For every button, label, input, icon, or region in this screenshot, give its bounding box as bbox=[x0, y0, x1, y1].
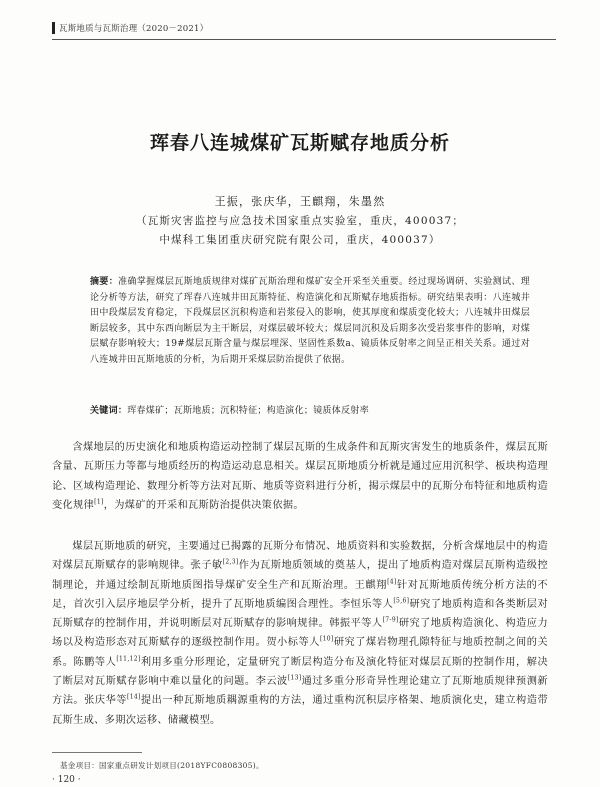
header-rule bbox=[52, 39, 556, 40]
citation-ref: [10] bbox=[319, 636, 334, 644]
body-paragraph-1 bbox=[52, 438, 548, 515]
citation-ref: [2,3] bbox=[222, 558, 239, 566]
keywords-text: 珲春煤矿；瓦斯地质；沉积特征；构造演化；镜质体反射率 bbox=[127, 406, 370, 416]
citation-ref: [1] bbox=[94, 498, 104, 506]
abstract-label: 摘要： bbox=[90, 277, 119, 287]
footnote-rule bbox=[52, 752, 142, 753]
p2-text: 针对瓦斯地质传统分析方法的不足，首次引入层序地层学分析，提升了瓦斯地质编图合理性。李恒乐等人 bbox=[52, 579, 548, 610]
paper-title: 珲春八连城煤矿瓦斯赋存地质分析 bbox=[149, 132, 450, 154]
running-header bbox=[52, 22, 208, 34]
citation-ref: [13] bbox=[287, 674, 302, 682]
citation-ref: [7-9] bbox=[382, 616, 399, 624]
affiliation-line-2: 中煤科工集团重庆研究院有限公司，重庆，400037） bbox=[159, 234, 441, 246]
p2-text: 提出一种瓦斯地质耦源重构的方法，通过重构沉积层序格架、地质演化史，建立构造带瓦斯生成、多期次运移、储藏模型。 bbox=[52, 695, 549, 726]
p2-text: 煤层瓦斯地质的研究，主要通过已揭露的瓦斯分布情况、地质资料和实验数据，分析含煤地层中的构造对煤层瓦斯赋存的影响规律。张子敏 bbox=[52, 541, 548, 572]
citation-ref: [4] bbox=[387, 578, 397, 586]
abstract-text: 准确掌握煤层瓦斯地质规律对煤矿瓦斯治理和煤矿安全开采至关重要。经过现场调研、实验测试、理论分析等方法，研究了珲春八连城井田瓦斯特征、构造演化和瓦斯赋存地质指标。研究结果表明：八连城井田中段煤层发育稳定，下段煤层区沉积构造和岩浆侵入的影响，使其厚度和煤质变化较大；八连城井田煤层断层较多，其中东西向断层为主干断层，对煤层破坏较大；煤层同沉积及后期多次受岩浆事件的影响，对煤层赋存影响较大；19#煤层瓦斯含量与煤层埋深、坚固性系数a、镜质体反射率之间呈正相关关系。通过对八连城井田瓦斯地质的分析，为后期开采煤层防治提供了依据。 bbox=[90, 277, 530, 365]
citation-ref: [5,6] bbox=[393, 597, 410, 605]
p1-text-a: 含煤地层的历史演化和地质构造运动控制了煤层瓦斯的生成条件和瓦斯灾害发生的地质条件，煤层瓦斯含量、瓦斯压力等都与地质经历的构造运动息息相关。煤层瓦斯地质分析就是通过应用沉积学、板块构造理论、区域构造理论、数理分析等方法对瓦斯、地质等资料进行分析，揭示煤层中的瓦斯分布特征和地质构造变化规律 bbox=[52, 442, 548, 511]
p2-text: 利用多重分形理论，定量研究了断层构造分布及演化特征对煤层瓦斯的控制作用，解决了断层对瓦斯赋存影响中难以量化的问题。李云波 bbox=[52, 656, 548, 688]
p1-text-b: ，为煤矿的开采和瓦斯防治提供决策依据。 bbox=[103, 499, 304, 511]
footnote: 基金项目：国家重点研发计划项目(2018YFC0808305)。 bbox=[60, 761, 264, 770]
page-number: · 120 · bbox=[52, 775, 81, 785]
affiliation-line-1: （瓦斯灾害监控与应急技术国家重点实验室，重庆，400037； bbox=[135, 215, 465, 227]
header-bar-mark bbox=[52, 22, 55, 34]
body-paragraph-2 bbox=[52, 537, 548, 730]
citation-ref: [14] bbox=[127, 693, 141, 701]
keywords-label: 关键词： bbox=[90, 406, 128, 416]
author-list: 王振，张庆华，王麒翔，朱墨然 bbox=[214, 195, 386, 208]
abstract bbox=[90, 275, 530, 369]
citation-ref: [11,12] bbox=[116, 655, 141, 663]
p2-text: 作为瓦斯地质领域的奠基人，提出了地质构造对煤层瓦斯构造级控制理论，并通过绘制瓦斯地质图指导煤矿安全生产和瓦斯治理。王麒翔 bbox=[52, 560, 548, 591]
p2-text: 研究了地质构造演化、构造应力场以及构造形态对瓦斯赋存的逐级控制作用。贺小标等人 bbox=[52, 618, 548, 649]
p2-text: 研究了地质构造和各类断层对瓦斯赋存的控制作用，并说明断层对瓦斯赋存的影响规律。韩振平等人 bbox=[52, 598, 548, 630]
p2-text: 研究了煤岩物理孔隙特征与地质控制之间的关系。陈鹏等人 bbox=[52, 637, 549, 668]
running-title: 瓦斯地质与瓦斯治理（2020－2021） bbox=[59, 24, 209, 34]
p2-text: 通过多重分形奇异性理论建立了瓦斯地质规律预测新方法。张庆华等 bbox=[52, 676, 548, 707]
keywords bbox=[90, 403, 530, 416]
